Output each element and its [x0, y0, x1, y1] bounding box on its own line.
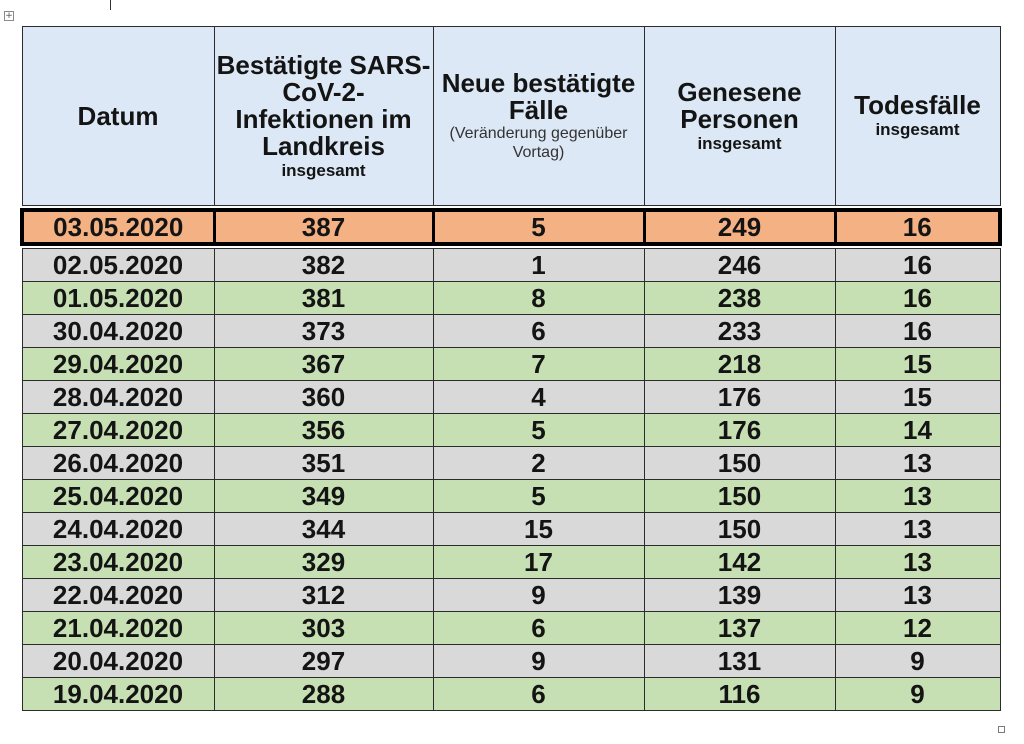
table-row	[22, 612, 1000, 645]
cell-deaths: 13	[835, 579, 1000, 612]
header-new-note: (Veränderung gegenüber Vortag)	[449, 125, 628, 161]
cell-new: 5	[433, 414, 644, 447]
cell-new: 5	[433, 210, 644, 244]
cell-new: 4	[433, 381, 644, 414]
table-row	[22, 348, 1000, 381]
cell-confirmed: 382	[214, 249, 433, 282]
cell-date: 23.04.2020	[22, 546, 214, 579]
cell-deaths: 14	[835, 414, 1000, 447]
cell-confirmed: 356	[214, 414, 433, 447]
cell-recovered: 176	[644, 381, 835, 414]
table-row	[22, 546, 1000, 579]
cell-deaths: 13	[835, 447, 1000, 480]
cell-confirmed: 387	[214, 210, 433, 244]
table-row	[22, 282, 1000, 315]
header-new-cases	[433, 27, 644, 206]
cell-new: 6	[433, 612, 644, 645]
cell-new: 6	[433, 678, 644, 711]
table-row	[22, 579, 1000, 612]
cell-recovered: 131	[644, 645, 835, 678]
cell-deaths: 16	[835, 249, 1000, 282]
cell-confirmed: 303	[214, 612, 433, 645]
header-recovered-sublabel: insgesamt	[697, 133, 782, 153]
table-row	[22, 249, 1000, 282]
cell-recovered: 233	[644, 315, 835, 348]
cell-deaths: 15	[835, 348, 1000, 381]
header-deaths-label: Todesfälle	[854, 90, 981, 120]
table-row	[22, 678, 1000, 711]
cell-date: 24.04.2020	[22, 513, 214, 546]
cell-deaths: 13	[835, 546, 1000, 579]
header-recovered	[644, 27, 835, 206]
table-row	[22, 645, 1000, 678]
cell-date: 28.04.2020	[22, 381, 214, 414]
cell-new: 2	[433, 447, 644, 480]
header-confirmed-sublabel: insgesamt	[281, 160, 366, 180]
table-resize-handle-icon[interactable]	[998, 726, 1005, 733]
cell-date: 02.05.2020	[22, 249, 214, 282]
table-row	[22, 447, 1000, 480]
cell-recovered: 137	[644, 612, 835, 645]
table-row	[22, 315, 1000, 348]
table-row	[22, 513, 1000, 546]
cell-new: 5	[433, 480, 644, 513]
cell-deaths: 9	[835, 678, 1000, 711]
cell-confirmed: 373	[214, 315, 433, 348]
cell-recovered: 246	[644, 249, 835, 282]
cell-date: 29.04.2020	[22, 348, 214, 381]
cell-recovered: 238	[644, 282, 835, 315]
cell-date: 03.05.2020	[22, 210, 214, 244]
cell-date: 30.04.2020	[22, 315, 214, 348]
cell-new: 9	[433, 645, 644, 678]
table-row	[22, 414, 1000, 447]
header-confirmed-label: Bestätigte SARS-CoV-2-Infektionen im Landkreis	[216, 49, 431, 161]
cell-recovered: 150	[644, 480, 835, 513]
cell-recovered: 139	[644, 579, 835, 612]
cell-date: 21.04.2020	[22, 612, 214, 645]
cell-date: 01.05.2020	[22, 282, 214, 315]
cell-new: 1	[433, 249, 644, 282]
cell-new: 9	[433, 579, 644, 612]
header-deaths-sublabel: insgesamt	[875, 120, 960, 139]
header-row	[22, 27, 1000, 206]
cell-deaths: 16	[835, 210, 1000, 244]
cell-recovered: 218	[644, 348, 835, 381]
table-row	[22, 381, 1000, 414]
cell-date: 26.04.2020	[22, 447, 214, 480]
header-date-label: Datum	[77, 100, 159, 131]
cell-deaths: 13	[835, 480, 1000, 513]
cell-date: 27.04.2020	[22, 414, 214, 447]
cell-deaths: 16	[835, 282, 1000, 315]
header-deaths	[835, 27, 1000, 206]
cell-confirmed: 344	[214, 513, 433, 546]
cell-deaths: 9	[835, 645, 1000, 678]
cell-confirmed: 360	[214, 381, 433, 414]
cell-new: 17	[433, 546, 644, 579]
cell-confirmed: 381	[214, 282, 433, 315]
cell-date: 25.04.2020	[22, 480, 214, 513]
table-row-highlighted	[22, 210, 1000, 244]
cell-recovered: 150	[644, 513, 835, 546]
cell-deaths: 12	[835, 612, 1000, 645]
cell-confirmed: 288	[214, 678, 433, 711]
cell-confirmed: 297	[214, 645, 433, 678]
table-move-handle-icon[interactable]: +	[5, 11, 13, 21]
cell-confirmed: 349	[214, 480, 433, 513]
cell-new: 6	[433, 315, 644, 348]
cell-recovered: 150	[644, 447, 835, 480]
cell-confirmed: 351	[214, 447, 433, 480]
cell-deaths: 16	[835, 315, 1000, 348]
header-date	[22, 27, 214, 206]
cell-confirmed: 312	[214, 579, 433, 612]
covid-table-container	[20, 26, 998, 711]
cell-deaths: 13	[835, 513, 1000, 546]
cell-deaths: 15	[835, 381, 1000, 414]
cell-date: 19.04.2020	[22, 678, 214, 711]
table-body	[22, 206, 1000, 711]
cell-date: 20.04.2020	[22, 645, 214, 678]
header-recovered-label: Genesene Personen	[677, 76, 802, 134]
header-confirmed	[214, 27, 433, 206]
cell-recovered: 249	[644, 210, 835, 244]
text-cursor	[110, 0, 111, 10]
cell-confirmed: 367	[214, 348, 433, 381]
table-row	[22, 480, 1000, 513]
cell-recovered: 176	[644, 414, 835, 447]
cell-new: 7	[433, 348, 644, 381]
cell-confirmed: 329	[214, 546, 433, 579]
cell-new: 8	[433, 282, 644, 315]
cell-recovered: 142	[644, 546, 835, 579]
cell-recovered: 116	[644, 678, 835, 711]
covid-statistics-table	[20, 26, 1002, 711]
header-new-label: Neue bestätigte Fälle	[441, 68, 636, 125]
cell-date: 22.04.2020	[22, 579, 214, 612]
cell-new: 15	[433, 513, 644, 546]
